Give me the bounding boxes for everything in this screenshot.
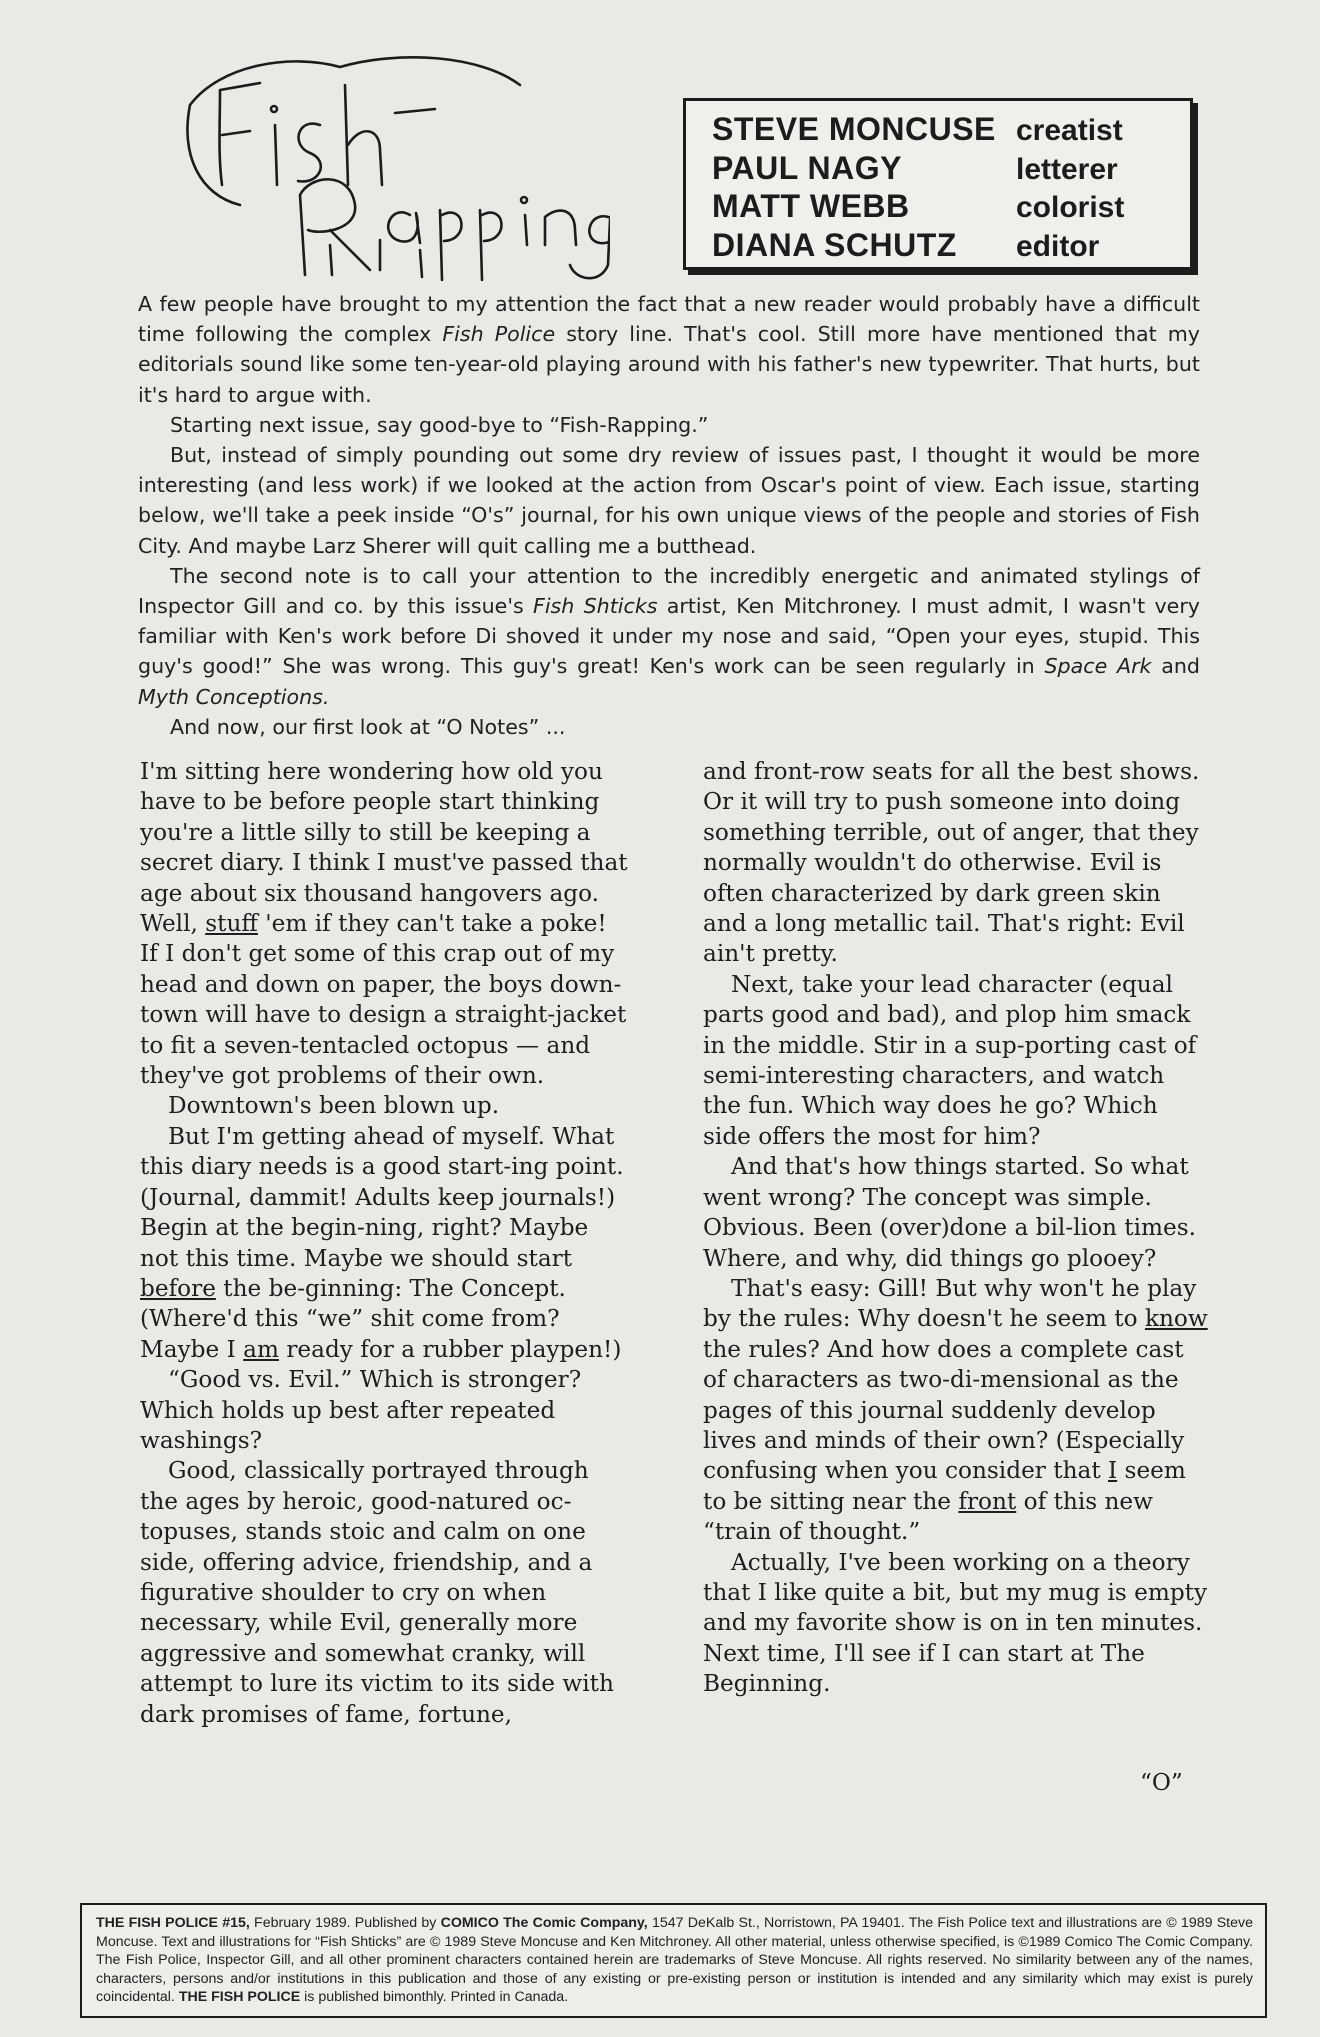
journal-paragraph: But I'm getting ahead of myself. What this diary needs is a good start-ing point. (Journal, dammit! Adults keep journals!) Begin at the begin-ning, right? Maybe not this time. Maybe we should start before the be-ginning: The Concept. (Where'd this “we” shit come from? Maybe I am ready for a rubber playpen!) (140, 1122, 624, 1363)
journal-paragraph: “Good vs. Evil.” Which is stronger? Which holds up best after repeated washings? (140, 1366, 582, 1454)
credit-name: DIANA SCHUTZ (712, 226, 957, 263)
journal-paragraph: I'm sitting here wondering how old you have to be before people start thinking you're a little silly to still be keeping a secret diary. I think I must've passed that age about six thousand hangovers ago. Well, stuff 'em if they can't take a poke! If I don't get some of this crap out of my head and down on paper, the boys down-town will have to design a straight-jacket to fit a seven-tentacled octopus — and they've got problems of their own. (140, 758, 628, 1090)
credit-row (712, 188, 1166, 227)
editorial-intro (138, 289, 1200, 742)
credits-box (683, 98, 1193, 270)
journal-paragraph: That's easy: Gill! But why won't he play by the rules: Why doesn't he seem to know the rules? And how does a complete cast of characters as two-di-mensional as the pages of this journal suddenly develop lives and minds of their own? (Especially confusing when you consider that I seem to be sitting near the front of this new “train of thought.” (703, 1274, 1208, 1546)
journal-column-left (140, 757, 630, 1730)
journal-column-right (703, 757, 1208, 1700)
credit-name: PAUL NAGY (712, 149, 902, 186)
indicia-footer: THE FISH POLICE #15, February 1989. Published by COMICO The Comic Company, 1547 DeKalb St., Norristown, PA 19401. The Fish Police text and illustrations are © 1989 Steve Moncuse. Text and illustrations for “Fish Shticks” are © 1989 Steve Moncuse and Ken Mitchroney. All other material, unless otherwise specified, is ©1989 Comico The Comic Company. The Fish Police, Inspector Gill, and all other prominent characters contained herein are trademarks of Steve Moncuse. All rights reserved. No similarity between any of the names, characters, persons and/or institutions in this publication and those of any existing or pre-existing person or institution is intended and any similarity which may exist is purely coincidental. THE FISH POLICE is published bimonthly. Printed in Canada. (80, 1903, 1267, 2018)
journal-paragraph: Actually, I've been working on a theory that I like quite a bit, but my mug is empty and my favorite show is on in ten minutes. Next time, I'll see if I can start at The Beginning. (703, 1548, 1208, 1698)
signature: “O” (1140, 1769, 1183, 1796)
credit-role: letterer (1016, 152, 1118, 186)
intro-paragraph: Starting next issue, say good-bye to “Fish-Rapping.” (170, 412, 709, 437)
fish-rapping-logo (180, 45, 610, 285)
credit-role: editor (1016, 229, 1100, 263)
journal-paragraph: Good, classically portrayed through the ages by heroic, good-natured oc-topuses, stands stoic and calm on one side, offering advice, friendship, and a figurative shoulder to cry on when necessary, while Evil, generally more aggressive and somewhat cranky, will attempt to lure its victim to its side with dark promises of fame, fortune, (140, 1457, 614, 1728)
credit-row (712, 111, 1166, 150)
credit-role: creatist (1016, 114, 1123, 147)
journal-paragraph: Downtown's been blown up. (168, 1092, 500, 1120)
credit-row (712, 227, 1166, 266)
intro-paragraph: But, instead of simply pounding out some dry review of issues past, I thought it would be more interesting (and less work) if we looked at the action from Oscar's point of view. Each issue, starting below, we'll take a peek inside “O's” journal, for his own unique views of the people and stories of Fish City. And maybe Larz Sherer will quit calling me a butthead. (138, 443, 1200, 558)
journal-paragraph: And that's how things started. So what went wrong? The concept was simple. Obvious. Been (over)done a bil-lion times. Where, and why, did things go plooey? (703, 1153, 1196, 1272)
credit-name: STEVE MONCUSE (712, 111, 996, 147)
intro-paragraph: A few people have brought to my attention the fact that a new reader would probably have a difficult time following the complex Fish Police story line. That's cool. Still more have mentioned that my editorials sound like some ten-year-old playing around with his father's new typewriter. That hurts, but it's hard to argue with. (138, 292, 1200, 407)
credit-name: MATT WEBB (712, 188, 910, 224)
intro-paragraph: And now, our first look at “O Notes” ... (170, 714, 566, 739)
journal-paragraph: Next, take your lead character (equal parts good and bad), and plop him smack in the middle. Stir in a sup-porting cast of semi-interesting characters, and watch the fun. Which way does he go? Which side offers the most for him? (703, 970, 1197, 1150)
credit-row (712, 150, 1166, 189)
intro-paragraph: The second note is to call your attention to the incredibly energetic and animated stylings of Inspector Gill and co. by this issue's Fish Shticks artist, Ken Mitchroney. I must admit, I wasn't very familiar with Ken's work before Di shoved it under my nose and said, “Open your eyes, stupid. This guy's good!” She was wrong. This guy's great! Ken's work can be seen regularly in Space Ark and Myth Conceptions. (138, 563, 1200, 709)
credit-role: colorist (1016, 191, 1125, 224)
journal-paragraph: and front-row seats for all the best shows. Or it will try to push someone into doing something terrible, out of anger, that they normally wouldn't do otherwise. Evil is often characterized by dark green skin and a long metallic tail. That's right: Evil ain't pretty. (703, 758, 1200, 968)
fish-rapping-logo-art (180, 45, 610, 285)
